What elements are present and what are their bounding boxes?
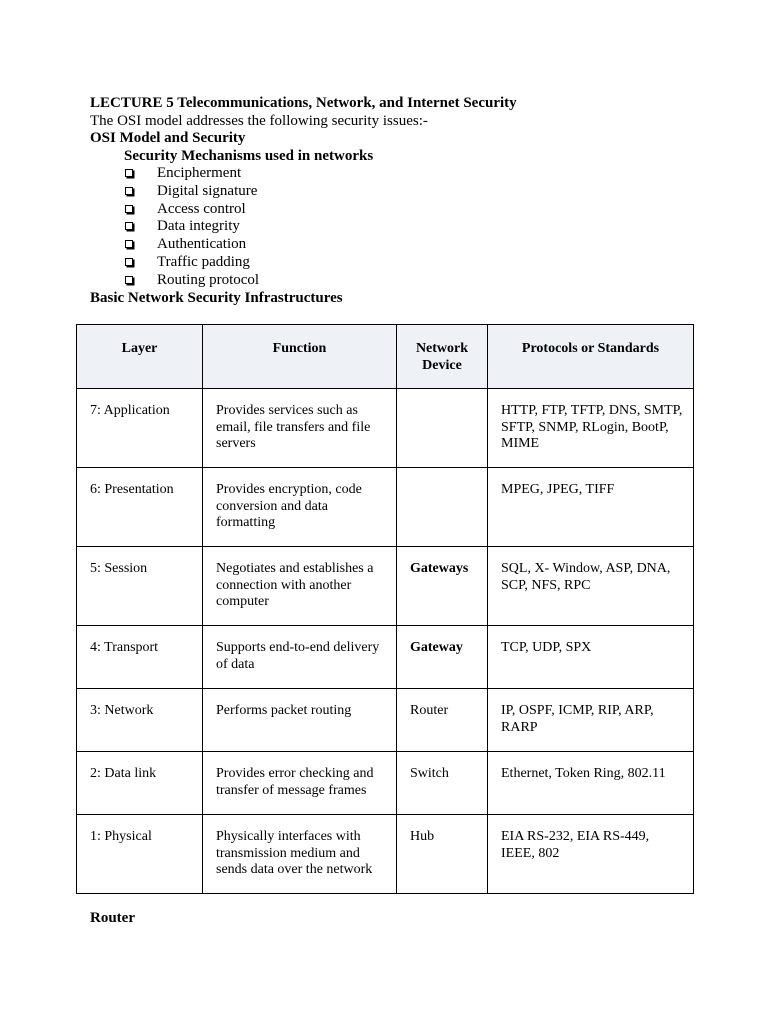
intro-text: The OSI model addresses the following security issues:- xyxy=(90,113,428,129)
table-row xyxy=(77,468,694,547)
infrastructures-heading: Basic Network Security Infrastructures xyxy=(90,290,343,306)
cell-layer: 2: Data link xyxy=(77,752,203,815)
checkbox-bullet-icon xyxy=(125,169,133,177)
cell-layer: 3: Network xyxy=(77,689,203,752)
list-item-label: Routing protocol xyxy=(157,271,260,288)
cell-device xyxy=(397,468,488,547)
table-row xyxy=(77,389,694,468)
list-item xyxy=(124,236,259,254)
table-row xyxy=(77,626,694,689)
cell-function: Negotiates and establishes a connection with another computer xyxy=(203,547,397,626)
mechanisms-list xyxy=(124,165,259,290)
list-item-label: Traffic padding xyxy=(157,253,250,270)
checkbox-bullet-icon xyxy=(125,205,133,213)
router-heading: Router xyxy=(90,910,135,926)
lecture-heading: LECTURE 5 Telecommunications, Network, and Internet Security xyxy=(90,95,517,111)
cell-layer: 4: Transport xyxy=(77,626,203,689)
cell-function: Provides error checking and transfer of message frames xyxy=(203,752,397,815)
cell-protocols: MPEG, JPEG, TIFF xyxy=(488,468,694,547)
cell-layer: 7: Application xyxy=(77,389,203,468)
list-item-label: Access control xyxy=(157,200,246,217)
cell-layer: 5: Session xyxy=(77,547,203,626)
list-item-label: Authentication xyxy=(157,236,247,253)
cell-function: Physically interfaces with transmission medium and sends data over the network xyxy=(203,815,397,894)
checkbox-bullet-icon xyxy=(125,276,133,284)
table-row xyxy=(77,752,694,815)
cell-device: Router xyxy=(397,689,488,752)
osi-layers-table xyxy=(76,324,694,894)
cell-function: Performs packet routing xyxy=(203,689,397,752)
table-header-row xyxy=(77,325,694,389)
list-item xyxy=(124,201,259,219)
cell-device: Gateway xyxy=(397,626,488,689)
list-item-label: Encipherment xyxy=(157,165,242,181)
list-item xyxy=(124,183,259,201)
cell-function: Supports end-to-end delivery of data xyxy=(203,626,397,689)
checkbox-bullet-icon xyxy=(125,222,133,230)
table-row xyxy=(77,547,694,626)
header-network-device xyxy=(397,325,488,389)
cell-device xyxy=(397,389,488,468)
cell-protocols: SQL, X- Window, ASP, DNA, SCP, NFS, RPC xyxy=(488,547,694,626)
mechanisms-heading: Security Mechanisms used in networks xyxy=(124,148,374,164)
checkbox-bullet-icon xyxy=(125,240,133,248)
checkbox-bullet-icon xyxy=(125,258,133,266)
table-row xyxy=(77,689,694,752)
header-function: Function xyxy=(203,325,397,389)
list-item-label: Data integrity xyxy=(157,218,240,235)
cell-protocols: Ethernet, Token Ring, 802.11 xyxy=(488,752,694,815)
list-item xyxy=(124,218,259,236)
list-item xyxy=(124,165,259,183)
header-protocols: Protocols or Standards xyxy=(488,325,694,389)
checkbox-bullet-icon xyxy=(125,187,133,195)
cell-device: Gateways xyxy=(397,547,488,626)
cell-protocols: IP, OSPF, ICMP, RIP, ARP, RARP xyxy=(488,689,694,752)
cell-device: Switch xyxy=(397,752,488,815)
cell-function: Provides encryption, code conversion and data formatting xyxy=(203,468,397,547)
cell-layer: 6: Presentation xyxy=(77,468,203,547)
header-layer: Layer xyxy=(77,325,203,389)
list-item xyxy=(124,272,259,290)
table-row xyxy=(77,815,694,894)
header-device-line1: Network xyxy=(415,341,469,356)
cell-layer: 1: Physical xyxy=(77,815,203,894)
list-item-label: Digital signature xyxy=(157,182,258,199)
cell-protocols: EIA RS-232, EIA RS-449, IEEE, 802 xyxy=(488,815,694,894)
list-item xyxy=(124,254,259,272)
cell-protocols: HTTP, FTP, TFTP, DNS, SMTP, SFTP, SNMP, RLogin, BootP, MIME xyxy=(488,389,694,468)
cell-protocols: TCP, UDP, SPX xyxy=(488,626,694,689)
cell-device: Hub xyxy=(397,815,488,894)
cell-function: Provides services such as email, file transfers and file servers xyxy=(203,389,397,468)
header-device-line2: Device xyxy=(422,357,462,373)
osi-model-heading: OSI Model and Security xyxy=(90,130,246,146)
